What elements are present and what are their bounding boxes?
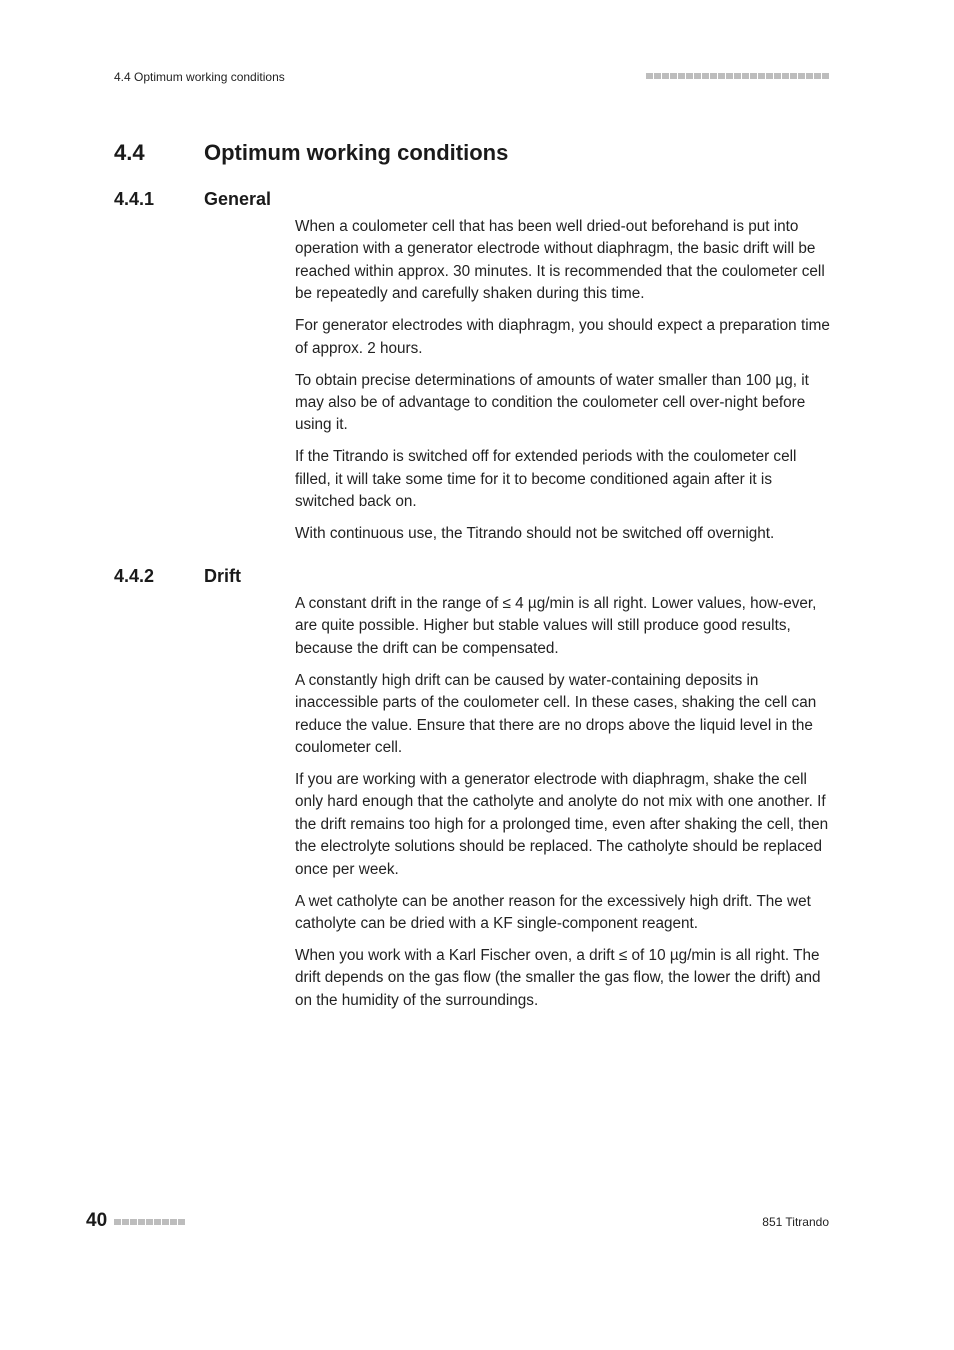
paragraph: A wet catholyte can be another reason for the excessively high drift. The wet catholyte can be dried with a KF single-component reagent. <box>295 892 811 933</box>
paragraph: With continuous use, the Titrando should not be switched off overnight. <box>295 525 775 543</box>
section-number: 4.4 <box>114 140 145 165</box>
drift-body <box>295 593 831 1022</box>
section-title: Optimum working conditions <box>204 140 509 165</box>
subsection-heading-drift <box>114 566 241 587</box>
subsection-title: General <box>204 189 272 209</box>
paragraph: If you are working with a generator electrode with diaphragm, shake the cell only hard enough that the catholyte and anolyte do not mix with one another. If the drift remains too high for a prolonged time, even after shaking the cell, then the electrolyte solutions should be replaced. The catholyte should be replaced once per week. <box>295 771 829 878</box>
paragraph: For generator electrodes with diaphragm, you should expect a preparation time of approx. 2 hours. <box>295 317 830 357</box>
footer-decoration-dots <box>114 1219 185 1225</box>
paragraph: If the Titrando is switched off for extended periods with the coulometer cell filled, it will take some time for it to become conditioned again after it is switched back on. <box>295 448 797 511</box>
subsection-title: Drift <box>204 566 241 586</box>
footer-product-name: 851 Titrando <box>762 1215 829 1229</box>
running-header-section: 4.4 Optimum working conditions <box>114 70 285 84</box>
general-body <box>295 216 831 555</box>
paragraph: To obtain precise determinations of amounts of water smaller than 100 µg, it may also be of advantage to condition the coulometer cell over-night before using it. <box>295 371 809 434</box>
subsection-number: 4.4.2 <box>114 566 155 586</box>
paragraph: A constant drift in the range of ≤ 4 µg/min is all right. Lower values, how-ever, are quite possible. Higher but stable values will still produce good results, because the drift can be compensated. <box>295 595 817 657</box>
paragraph: When a coulometer cell that has been well dried-out beforehand is put into operation with a generator electrode without diaphragm, the basic drift will be reached within approx. 30 minutes. It is recommended that the coulometer cell be repeatedly and carefully shaken during this time. <box>295 218 825 303</box>
subsection-number: 4.4.1 <box>114 189 155 209</box>
page-number: 40 <box>86 1210 108 1231</box>
subsection-heading-general <box>114 189 271 210</box>
section-heading <box>114 140 508 166</box>
paragraph: When you work with a Karl Fischer oven, a drift ≤ of 10 µg/min is all right. The drift depends on the gas flow (the smaller the gas flow, the lower the drift) and on the humidity of the surroundings. <box>295 947 821 1009</box>
header-decoration-dots <box>646 73 829 79</box>
paragraph: A constantly high drift can be caused by water-containing deposits in inaccessible parts of the coulometer cell. In these cases, shaking the cell can reduce the value. Ensure that there are no drops above the liquid level in the coulometer cell. <box>295 671 817 757</box>
